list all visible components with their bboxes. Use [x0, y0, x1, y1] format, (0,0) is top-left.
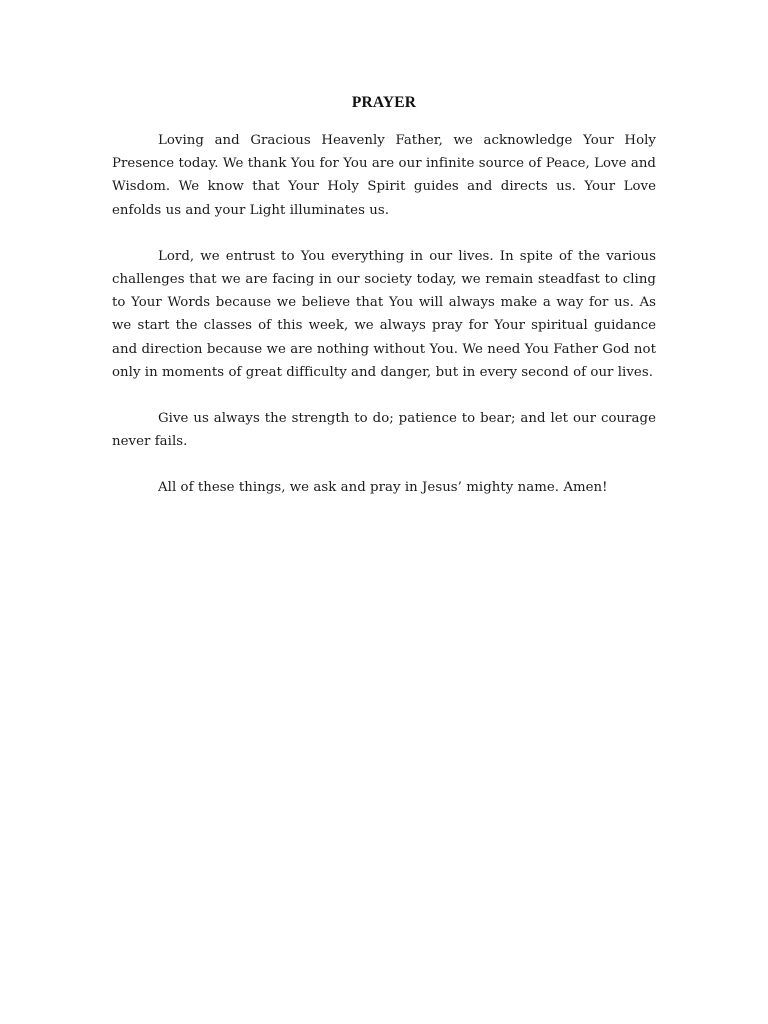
document-page — [112, 93, 656, 523]
paragraph-strength: Give us always the strength to do; patience to bear; and let our courage never fails. — [112, 411, 656, 450]
paragraph-entrust: Lord, we entrust to You everything in our lives. In spite of the various challenges that we are facing in our society today, we remain steadfast to cling to Your Words because we believe that You will always make a way for us. As we start the classes of this week, we always pray for Your spiritual guidance and direction because we are nothing without You. We need You Father God not only in moments of great difficulty and danger, but in every second of our lives. — [112, 248, 656, 380]
paragraph-closing: All of these things, we ask and pray in Jesus’ mighty name. Amen! — [158, 480, 608, 496]
document-title: PRAYER — [351, 94, 417, 111]
paragraph-opening: Loving and Gracious Heavenly Father, we acknowledge Your Holy Presence today. We thank You for You are our infinite source of Peace, Love and Wisdom. We know that Your Holy Spirit guides and directs us. Your Love enfolds us and your Light illuminates us. — [112, 133, 656, 218]
